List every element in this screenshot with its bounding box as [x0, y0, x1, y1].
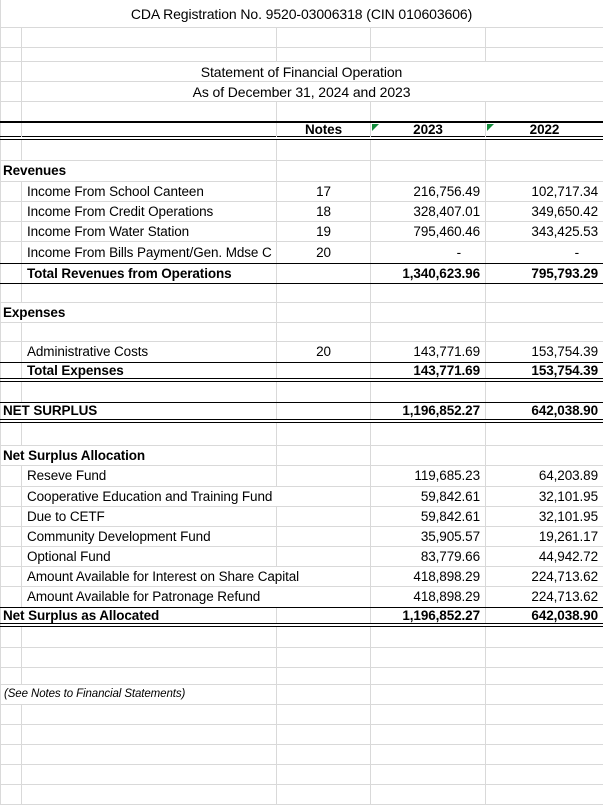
notes-cell	[277, 648, 371, 667]
value-2022: 224,713.62	[531, 568, 598, 584]
empty-row	[0, 627, 603, 648]
label-cell	[22, 648, 277, 667]
label-cell	[22, 102, 277, 121]
col-a-cell	[0, 507, 22, 526]
value-2022-cell	[486, 202, 603, 221]
value-2022-cell	[486, 161, 603, 181]
col-a-cell	[0, 627, 22, 647]
label-cell	[22, 28, 277, 47]
value-2023-cell	[371, 765, 486, 784]
value-2022-cell	[486, 745, 603, 764]
note-ref: 19	[316, 223, 331, 239]
value-2022: 19,261.17	[538, 528, 598, 544]
value-2022: 64,203.89	[538, 468, 598, 484]
notes-cell	[277, 567, 371, 586]
value-2022-cell	[486, 382, 603, 402]
col-a-cell	[0, 123, 22, 137]
notes-cell	[277, 161, 371, 181]
value-2022-cell	[486, 608, 603, 623]
notes-cell	[277, 423, 371, 445]
value-2022-cell	[486, 423, 603, 445]
value-2022-cell	[486, 403, 603, 419]
col-a-cell	[0, 28, 22, 47]
col-a-cell	[0, 765, 22, 784]
value-2023-cell	[371, 222, 486, 241]
notes-cell	[277, 123, 371, 137]
label-cell	[22, 507, 277, 526]
note-ref: 20	[316, 244, 331, 260]
table-row	[0, 303, 603, 323]
value-2023-cell	[371, 182, 486, 201]
value-2023-cell	[371, 423, 486, 445]
value-2023-cell	[371, 648, 486, 667]
label-cell	[22, 202, 277, 221]
value-2023: 1,340,623.96	[402, 265, 480, 281]
col-a-cell	[0, 102, 22, 121]
value-2023-cell	[371, 527, 486, 546]
notes-cell	[277, 765, 371, 784]
notes-cell	[277, 685, 371, 704]
col-a-cell	[0, 725, 22, 744]
col-a-cell	[0, 648, 22, 667]
col-a-cell	[0, 527, 22, 546]
value-2022: 102,717.34	[531, 183, 598, 199]
value-2022: 153,754.39	[531, 344, 598, 360]
table-row	[0, 685, 603, 705]
col-a-cell	[0, 382, 22, 402]
value-2023-cell	[371, 705, 486, 724]
label-cell	[22, 745, 277, 764]
notes-cell	[277, 446, 371, 465]
notes-cell	[277, 745, 371, 764]
column-header-notes: Notes	[304, 122, 342, 137]
value-2023: 83,779.66	[420, 548, 480, 564]
value-2022: 224,713.62	[531, 589, 598, 605]
value-2022-cell	[486, 527, 603, 546]
notes-cell	[277, 202, 371, 221]
col-a-cell	[0, 668, 22, 684]
value-2023-cell	[371, 725, 486, 744]
value-2022-cell	[486, 363, 603, 378]
section-label: Revenues	[3, 163, 66, 179]
label-cell	[22, 48, 277, 61]
label-cell	[22, 547, 277, 566]
statement-title: Statement of Financial Operation	[200, 63, 403, 80]
value-2022: 153,754.39	[531, 362, 598, 378]
value-2022: 642,038.90	[531, 403, 598, 419]
value-2022: 44,942.72	[538, 548, 598, 564]
notes-cell	[277, 342, 371, 362]
value-2022-cell	[486, 222, 603, 241]
label-cell	[22, 161, 277, 181]
value-2023-cell	[371, 161, 486, 181]
value-2023-cell	[371, 28, 486, 47]
table-row	[0, 202, 603, 222]
value-2023-cell	[371, 323, 486, 341]
notes-cell	[277, 140, 371, 160]
empty-row	[0, 668, 603, 685]
value-2023: 328,407.01	[413, 203, 480, 219]
col-a-cell	[0, 161, 66, 181]
value-2023-cell	[371, 342, 486, 362]
label-cell	[22, 668, 277, 684]
row-label: Income From Bills Payment/Gen. Mdse C	[27, 244, 272, 260]
table-row	[0, 182, 603, 202]
section-label: Net Surplus Allocation	[3, 447, 146, 463]
col-a-cell	[0, 547, 22, 566]
col-a-cell	[0, 342, 22, 362]
value-2022: 349,650.42	[531, 203, 598, 219]
note-ref: 17	[316, 183, 331, 199]
value-2023-cell	[371, 140, 486, 160]
row-label: Amount Available for Patronage Refund	[27, 589, 261, 605]
value-2023-cell	[371, 745, 486, 764]
empty-row	[0, 745, 603, 765]
value-2023-cell	[371, 202, 486, 221]
col-a-cell	[0, 705, 22, 724]
error-marker-icon	[487, 124, 494, 131]
value-2023: 795,460.46	[413, 223, 480, 239]
value-2022-cell	[486, 264, 603, 283]
table-row	[0, 82, 603, 102]
table-row	[0, 527, 603, 547]
label-cell	[22, 222, 277, 241]
notes-cell	[277, 303, 371, 322]
col-a-cell	[0, 745, 22, 764]
empty-row	[0, 648, 603, 668]
col-a-cell	[0, 284, 22, 302]
notes-cell	[277, 547, 371, 566]
value-2023: 216,756.49	[413, 183, 480, 199]
table-row	[0, 587, 603, 607]
col-a-cell	[0, 222, 22, 241]
value-2022-cell	[486, 487, 603, 506]
col-a-cell	[0, 202, 22, 221]
value-2022-cell	[486, 342, 603, 362]
row-label: Reseve Fund	[27, 468, 107, 484]
value-2023-cell	[371, 403, 486, 419]
table-row	[0, 0, 603, 28]
value-2022-cell	[486, 725, 603, 744]
row-label: Cooperative Education and Training Fund	[27, 488, 273, 504]
column-header-2023: 2023	[413, 122, 443, 137]
value-2023-cell	[371, 363, 486, 378]
value-2023-cell	[371, 567, 486, 586]
error-marker-icon	[372, 124, 379, 131]
value-2023-cell	[371, 284, 486, 302]
notes-cell	[277, 102, 371, 121]
value-2022-cell	[486, 323, 603, 341]
label-cell	[22, 567, 300, 586]
table-row	[0, 161, 603, 182]
value-2023-cell	[371, 303, 486, 322]
col-a-cell	[0, 685, 186, 704]
value-2022-cell	[486, 123, 603, 137]
value-2022-cell	[486, 547, 603, 566]
footnote: (See Notes to Financial Statements)	[4, 687, 186, 700]
table-row	[0, 446, 603, 466]
col-a-cell	[0, 140, 22, 160]
row-label: Income From Credit Operations	[27, 203, 214, 219]
label-cell	[22, 685, 277, 704]
table-row	[0, 222, 603, 242]
value-2022-cell	[486, 102, 603, 121]
value-2023-cell	[371, 242, 486, 263]
empty-row	[0, 48, 603, 62]
table-row	[0, 402, 603, 423]
notes-cell	[277, 323, 371, 341]
label-cell	[22, 323, 277, 341]
row-label: Community Development Fund	[27, 528, 211, 544]
value-2022-cell	[486, 627, 603, 647]
empty-row	[0, 423, 603, 446]
label-cell	[22, 466, 277, 486]
notes-cell	[277, 705, 371, 724]
value-2023: 143,771.69	[413, 362, 480, 378]
col-a-cell	[0, 567, 22, 586]
label-cell	[22, 264, 277, 283]
label-cell	[22, 587, 277, 607]
value-2023: 35,905.57	[420, 528, 480, 544]
row-label: Total Revenues from Operations	[27, 265, 232, 281]
note-ref: 20	[316, 344, 331, 360]
value-2022-cell	[486, 48, 603, 61]
value-2023: -	[456, 244, 461, 260]
value-2023: 59,842.61	[420, 488, 480, 504]
value-2022-cell	[486, 446, 603, 465]
notes-cell	[277, 627, 371, 647]
value-2023-cell	[371, 627, 486, 647]
label-cell	[22, 487, 277, 506]
empty-row	[0, 323, 603, 342]
label-cell	[22, 123, 277, 137]
table-row	[0, 507, 603, 527]
label-cell	[22, 627, 277, 647]
col-a-cell	[0, 446, 146, 465]
table-row	[0, 242, 603, 263]
value-2022-cell	[486, 28, 603, 47]
empty-row	[0, 284, 603, 303]
value-2022-cell	[486, 182, 603, 201]
value-2022-cell	[486, 705, 603, 724]
label-cell	[22, 342, 277, 362]
value-2022: 32,101.95	[538, 508, 598, 524]
label-cell	[22, 140, 277, 160]
notes-cell	[277, 48, 371, 61]
label-cell	[22, 446, 277, 465]
empty-row	[0, 785, 603, 805]
row-label: NET SURPLUS	[3, 403, 98, 419]
section-label: Expenses	[3, 304, 66, 320]
row-label: Amount Available for Interest on Share Capital	[27, 568, 300, 584]
notes-cell	[277, 382, 371, 402]
row-label: Optional Fund	[27, 548, 111, 564]
value-2023-cell	[371, 785, 486, 804]
value-2022-cell	[486, 765, 603, 784]
col-a-cell	[0, 242, 22, 263]
value-2023-cell	[371, 466, 486, 486]
notes-cell	[277, 363, 371, 378]
value-2023-cell	[371, 668, 486, 684]
empty-row	[0, 725, 603, 745]
value-2023-cell	[371, 123, 486, 137]
column-header-2022: 2022	[529, 122, 560, 137]
table-row	[0, 263, 603, 284]
empty-row	[0, 140, 603, 161]
notes-cell	[277, 487, 371, 506]
value-2022: 32,101.95	[538, 488, 598, 504]
value-2023-cell	[371, 547, 486, 566]
label-cell	[22, 725, 277, 744]
label-cell	[22, 705, 277, 724]
notes-cell	[277, 608, 371, 623]
label-cell	[22, 182, 277, 201]
col-a-cell	[0, 607, 160, 623]
col-a-cell	[0, 466, 22, 486]
value-2023-cell	[371, 264, 486, 283]
value-2023-cell	[371, 48, 486, 61]
table-row	[0, 342, 603, 362]
value-2022: -	[574, 244, 579, 260]
table-row	[0, 487, 603, 507]
notes-cell	[277, 403, 371, 419]
value-2023-cell	[371, 102, 486, 121]
notes-cell	[277, 507, 371, 526]
empty-row	[0, 102, 603, 121]
value-2022-cell	[486, 567, 603, 586]
value-2022-cell	[486, 284, 603, 302]
value-2023-cell	[371, 446, 486, 465]
col-a-cell	[0, 487, 22, 506]
value-2022-cell	[486, 242, 603, 263]
value-2022-cell	[486, 303, 603, 322]
col-a-cell	[0, 48, 22, 61]
row-label: Total Expenses	[27, 362, 124, 378]
empty-row	[0, 382, 603, 402]
notes-cell	[277, 527, 371, 546]
label-cell	[22, 242, 277, 263]
notes-cell	[277, 28, 371, 47]
value-2023: 1,196,852.27	[402, 607, 480, 623]
label-cell	[22, 785, 277, 804]
row-label: Income From Water Station	[27, 223, 190, 239]
col-a-cell	[0, 303, 66, 322]
value-2023: 418,898.29	[413, 568, 480, 584]
value-2022: 343,425.53	[531, 223, 598, 239]
col-a-cell	[0, 182, 22, 201]
notes-cell	[277, 668, 371, 684]
col-a-cell	[0, 323, 22, 341]
value-2022-cell	[486, 668, 603, 684]
col-a-cell	[0, 423, 22, 445]
sheet-title: CDA Registration No. 9520-03006318 (CIN 010603606)	[130, 5, 473, 22]
value-2022: 795,793.29	[531, 265, 598, 281]
notes-cell	[277, 725, 371, 744]
table-row	[0, 362, 603, 382]
value-2023: 1,196,852.27	[402, 403, 480, 419]
col-a-cell	[0, 264, 22, 283]
label-cell	[22, 382, 277, 402]
label-cell	[22, 403, 277, 419]
label-cell	[22, 527, 277, 546]
row-label: Income From School Canteen	[27, 183, 204, 199]
notes-cell	[277, 242, 371, 263]
label-cell	[22, 423, 277, 445]
value-2022-cell	[486, 587, 603, 607]
empty-row	[0, 765, 603, 785]
col-a-cell	[0, 363, 22, 378]
notes-cell	[277, 587, 371, 607]
row-label: Net Surplus as Allocated	[3, 607, 160, 623]
col-a-cell	[0, 403, 98, 419]
notes-cell	[277, 264, 371, 283]
empty-row	[0, 705, 603, 725]
value-2023: 418,898.29	[413, 589, 480, 605]
table-row	[0, 607, 603, 627]
label-cell	[22, 303, 277, 322]
value-2022-cell	[486, 507, 603, 526]
row-label: Administrative Costs	[27, 344, 149, 360]
notes-cell	[277, 284, 371, 302]
label-cell	[22, 765, 277, 784]
value-2023-cell	[371, 507, 486, 526]
notes-cell	[277, 785, 371, 804]
note-ref: 18	[316, 203, 331, 219]
row-label: Due to CETF	[27, 508, 105, 524]
value-2022-cell	[486, 685, 603, 704]
notes-cell	[277, 182, 371, 201]
value-2023: 119,685.23	[414, 468, 480, 484]
label-cell	[22, 284, 277, 302]
value-2023: 59,842.61	[420, 508, 480, 524]
value-2022-cell	[486, 466, 603, 486]
label-cell	[22, 608, 277, 623]
value-2023-cell	[371, 382, 486, 402]
value-2023: 143,771.69	[413, 344, 480, 360]
value-2023-cell	[371, 608, 486, 623]
col-a-cell	[0, 587, 22, 607]
col-a-cell	[0, 785, 22, 804]
empty-row	[0, 28, 603, 48]
table-row	[0, 547, 603, 567]
table-row	[0, 466, 603, 487]
value-2023-cell	[371, 587, 486, 607]
value-2023-cell	[371, 487, 486, 506]
notes-cell	[277, 466, 371, 486]
table-row	[0, 567, 603, 587]
table-row	[0, 62, 603, 82]
value-2022-cell	[486, 785, 603, 804]
statement-period: As of December 31, 2024 and 2023	[192, 83, 411, 100]
table-row	[0, 121, 603, 140]
value-2022-cell	[486, 648, 603, 667]
notes-cell	[277, 222, 371, 241]
value-2022-cell	[486, 140, 603, 160]
label-cell	[22, 363, 277, 378]
value-2023-cell	[371, 685, 486, 704]
value-2022: 642,038.90	[531, 607, 598, 623]
